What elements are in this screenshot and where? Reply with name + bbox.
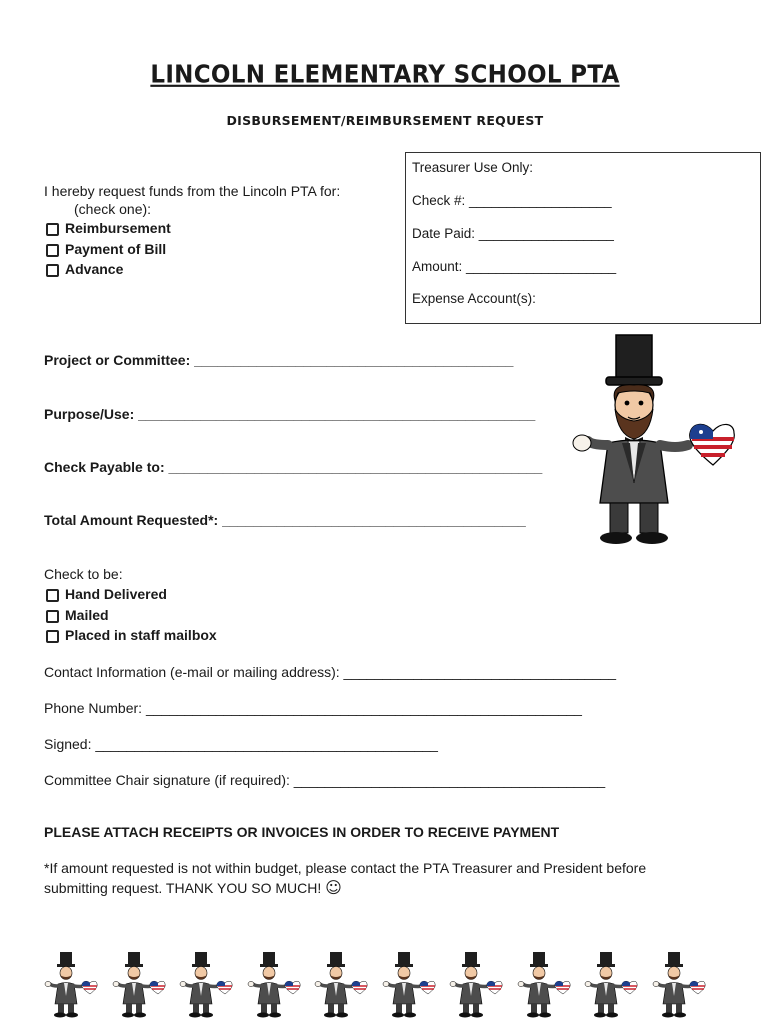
checkbox-icon[interactable] xyxy=(46,610,59,623)
treasurer-check-number: Check #: ___________________ xyxy=(412,193,612,208)
mini-lincoln-mascot-icon xyxy=(112,950,166,1020)
option-payment-of-bill[interactable] xyxy=(46,239,171,260)
purpose-use-field[interactable]: Purpose/Use: ___________________________________________________ xyxy=(44,406,536,422)
mini-lincoln-mascot-icon xyxy=(179,950,233,1020)
treasurer-use-box xyxy=(405,152,761,324)
option-label: Advance xyxy=(65,261,124,277)
option-label: Payment of Bill xyxy=(65,240,167,257)
request-intro: I hereby request funds from the Lincoln PTA for: xyxy=(44,183,341,199)
option-label: Hand Delivered xyxy=(65,586,167,602)
mini-lincoln-mascot-icon xyxy=(449,950,503,1020)
check-to-be-label: Check to be: xyxy=(44,566,123,582)
page-title: LINCOLN ELEMENTARY SCHOOL PTA xyxy=(150,60,620,90)
checkbox-icon[interactable] xyxy=(46,589,59,602)
project-committee-field[interactable]: Project or Committee: _________________________________________ xyxy=(44,352,514,368)
delivery-options xyxy=(46,584,217,646)
option-mailed[interactable] xyxy=(46,605,217,626)
footer-mascot-row xyxy=(44,950,724,1020)
contact-information-field[interactable]: Contact Information (e-mail or mailing address): ___________________________________ xyxy=(44,664,617,680)
option-staff-mailbox[interactable] xyxy=(46,625,217,646)
option-label: Placed in staff mailbox xyxy=(65,627,217,643)
treasurer-heading: Treasurer Use Only: xyxy=(412,160,534,175)
checkbox-icon[interactable] xyxy=(46,264,59,277)
phone-number-field[interactable]: Phone Number: ________________________________________________________ xyxy=(44,700,582,716)
treasurer-expense-accounts: Expense Account(s): xyxy=(412,291,536,306)
option-hand-delivered[interactable] xyxy=(46,584,217,605)
mini-lincoln-mascot-icon xyxy=(382,950,436,1020)
smiley-icon: ☺ xyxy=(325,878,342,897)
mini-lincoln-mascot-icon xyxy=(517,950,571,1020)
option-advance[interactable] xyxy=(46,259,171,280)
option-reimbursement[interactable] xyxy=(46,218,171,239)
mini-lincoln-mascot-icon xyxy=(247,950,301,1020)
budget-note-text: submitting request. THANK YOU SO MUCH! xyxy=(44,880,322,896)
signed-field[interactable]: Signed: ____________________________________________ xyxy=(44,736,438,752)
checkbox-icon[interactable] xyxy=(46,244,59,257)
attach-receipts-notice: PLEASE ATTACH RECEIPTS OR INVOICES IN ORDER TO RECEIVE PAYMENT xyxy=(44,824,560,840)
treasurer-date-paid: Date Paid: __________________ xyxy=(412,226,614,241)
form-subtitle: DISBURSEMENT/REIMBURSEMENT REQUEST xyxy=(226,113,544,128)
mini-lincoln-mascot-icon xyxy=(652,950,706,1020)
total-amount-field[interactable]: Total Amount Requested*: _______________________________________ xyxy=(44,512,526,528)
treasurer-amount: Amount: ____________________ xyxy=(412,259,617,274)
check-payable-field[interactable]: Check Payable to: ________________________________________________ xyxy=(44,459,543,475)
budget-note-line1: *If amount requested is not within budget, please contact the PTA Treasurer and President before xyxy=(44,860,647,876)
mini-lincoln-mascot-icon xyxy=(314,950,368,1020)
option-label: Mailed xyxy=(65,606,109,623)
checkbox-icon[interactable] xyxy=(46,223,59,236)
budget-note-line2 xyxy=(44,879,342,897)
checkbox-icon[interactable] xyxy=(46,630,59,643)
check-one-label: (check one): xyxy=(74,201,152,217)
committee-chair-signature-field[interactable]: Committee Chair signature (if required): ________________________________________ xyxy=(44,772,606,788)
option-label: Reimbursement xyxy=(65,220,171,236)
flag-heart-icon xyxy=(690,424,735,465)
mini-lincoln-mascot-icon xyxy=(584,950,638,1020)
mini-lincoln-mascot-icon xyxy=(44,950,98,1020)
lincoln-mascot-illustration xyxy=(570,333,735,545)
request-type-options xyxy=(46,218,171,280)
